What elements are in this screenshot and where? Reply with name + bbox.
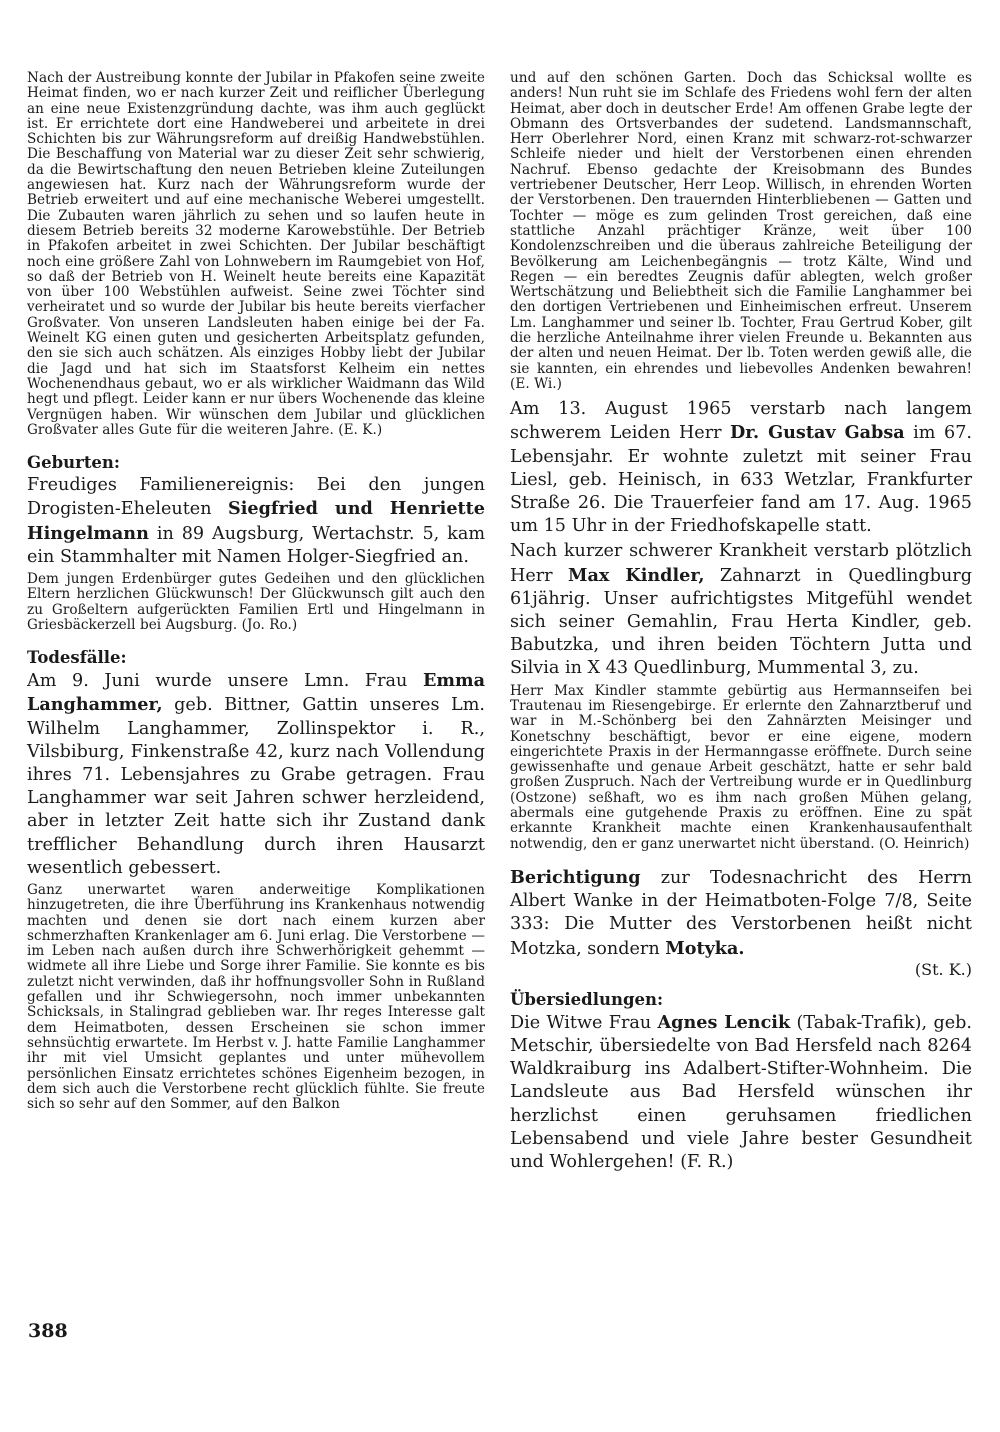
deaths-heading: Todesfälle: [27,648,127,668]
gabsa-announcement: Am 13. August 1965 verstarb nach langem schwerem Leiden Herr Dr. Gustav Gabsa im 67. Lebensjahr. Er wohnte zuletzt mit seiner Frau Liesl, geb. Heinisch, in 633 Wetzlar, Frankfurter Straße 26. Die Trauerfeier fand am 17. Aug. 1965 um 15 Uhr in der Friedhofskapelle statt. [510,399,972,537]
correction-label: Berichtigung [510,866,641,888]
births-names: Siegfried und Henriette Hingelmann [27,498,485,544]
correction-notice: Berichtigung zur Todesnachricht des Herrn Albert Wanke in der Heimatboten-Folge 7/8, Seite 333: Die Mutter des Verstorbenen heißt nicht Motzka, sondern Motyka. [510,866,972,959]
relocations-heading: Übersiedlungen: [510,989,664,1009]
langhammer-obituary-text: Ganz unerwartet waren anderweitige Komplikationen hinzugetreten, die ihre Überführung ins Krankenhaus notwendig machten und denen sie dort nach einem kurzen aber schmerzhaften Krankenlager am 6. Juni erlag. Die Verstorbene — im Leben nach außen durch ihre Schwerhörigkeit gehemmt — widmete all ihre Liebe und Sorge ihrer Familie. Sie konnte es bis zuletzt nicht verwinden, daß ihr hoffnungsvoller Sohn in Rußland gefallen und ihr Schwiegersohn, noch immer unbekannten Schicksals, in Stalingrad geblieben war. Ihr reges Interesse galt dem Heimatboten, dessen Erscheinen sie schon immer sehnsüchtig erwartete. Im Herbst v. J. hatte Familie Langhammer ihr mit viel Umsicht geplantes und unter mühevollem persönlichen Einsatz errichtetes schönes Eigenheim bezogen, in dem sich auch die Verstorbene recht glücklich fühlte. Sie freute sich so sehr auf den Sommer, auf den Balkon [27,881,485,1113]
deceased-name: Emma Langhammer, [27,670,485,716]
births-heading: Geburten: [27,453,121,473]
relocated-name: Agnes Lencik [657,1011,791,1033]
births-announcement: Freudiges Familienereignis: Bei den jungen Drogisten-Eheleuten Siegfried und Henriette Hingelmann in 89 Augsburg, Wertachstr. 5, kam ein Stammhalter mit Namen Holger-Siegfried an. [27,475,485,567]
langhammer-announcement: Am 9. Juni wurde unsere Lmn. Frau Emma Langhammer, geb. Bittner, Gattin unseres Lm. Wilhelm Langhammer, Zollinspektor i. R., Vilsbiburg, Finkenstraße 42, kurz nach Vollendung ihres 71. Lebensjahres zu Grabe getragen. Frau Langhammer war seit Jahren schwer herzleidend, aber in letzter Zeit hatte sich ihr Zustand dank trefflicher Behandlung durch ihren Hausarzt wesentlich gebessert. [27,670,485,878]
page-number: 388 [28,1320,68,1342]
lencik-relocation: Die Witwe Frau Agnes Lencik (Tabak-Trafik), geb. Metschir, übersiedelte von Bad Hersfeld nach 8264 Waldkraiburg ins Adalbert-Stifter-Wohnheim. Die Landsleute aus Bad Hersfeld wünschen ihr herzlichst einen geruhsamen friedlichen Lebensabend und viele Jahre bester Gesundheit und Wohlergehen! (F. R.) [510,1011,972,1172]
kindler-obituary-text: Herr Max Kindler stammte gebürtig aus Hermannseifen bei Trautenau im Riesengebirge. Er erlernte den Zahnarztberuf und war in M.-Schönberg bei den Zahnärzten Meisinger und Konetschny beschäftigt, bevor er eine eigene, modern eingerichtete Praxis in der Hermanngasse eröffnete. Durch seine gewissenhafte und genaue Arbeit geschätzt, hatte er sehr bald großen Zuspruch. Nach der Vertreibung wurde er in Quedlinburg (Ostzone) seßhaft, wo es ihm nach großen Mühen gelang, abermals eine gutgehende Praxis zu eröffnen. Eine zu spät erkannte Krankheit machte einen Krankenhausaufenthalt notwendig, den er ganz unerwartet nicht überstand. (O. Heinrich) [510,682,972,852]
deceased-name: Max Kindler, [568,564,705,586]
langhammer-obituary-continued: und auf den schönen Garten. Doch das Schicksal wollte es anders! Nun ruht sie im Schlafe des Friedens wohl fern der alten Heimat, aber doch in deutscher Erde! Am offenen Grabe legte der Obmann des Ortsverbandes der sudetend. Landsmannschaft, Herr Oberlehrer Nord, einen Kranz mit schwarz-rot-schwarzer Schleife nieder und hielt der Verstorbenen einen ehrenden Nachruf. Ebenso gedachte der Kreisobmann des Bundes vertriebener Deutscher, Herr Leop. Willisch, in ehrenden Worten der Verstorbenen. Den trauernden Hinterbliebenen — Gatten und Tochter — möge es zum gelinden Trost gereichen, daß eine stattliche Anzahl prächtiger Kränze, weit über 100 Kondolenzschreiben und die überaus zahlreiche Beteiligung der Bevölkerung am Leichenbegängnis — trotz Kälte, Wind und Regen — ein beredtes Zeugnis dafür ablegten, welch großer Wertschätzung und Beliebtheit sich die Familie Langhammer bei den dortigen Vertriebenen und Einheimischen erfreut. Unserem Lm. Langhammer und seiner lb. Tochter, Frau Gertrud Kober, gilt die herzliche Anteilnahme ihrer vielen Freunde u. Bekannten aus der alten und neuen Heimat. Der lb. Toten werden gewiß alle, die sie kannten, ein ehrendes und liebevolles Andenken bewahren! (E. Wi.) [510,70,972,392]
left-column [27,71,485,1112]
jubilee-article-text: Nach der Austreibung konnte der Jubilar in Pfakofen seine zweite Heimat finden, wo er nach kurzer Zeit und reiflicher Überlegung an eine neue Existenzgründung dachte, was ihm auch geglückt ist. Er errichtete dort eine Handweberei und arbeitete in drei Schichten bis zur Währungsreform auf dreißig Handwebstühlen. Die Beschaffung von Material war zu dieser Zeit sehr schwierig, da die Bewirtschaftung den neuen Betrieben kleine Zuteilungen angewiesen hat. Kurz nach der Währungsreform wurde der Betrieb erweitert und auf eine mechanische Weberei umgestellt. Die Zubauten waren jährlich zu sehen und so laufen heute in diesem Betrieb bereits 32 moderne Karowebstühle. Der Betrieb in Pfakofen arbeitet in zwei Schichten. Der Jubilar beschäftigt noch eine größere Zahl von Lohnwebern im Raumgebiet von Hof, so daß der Betrieb von H. Weinelt heute bereits eine Kapazität von über 100 Webstühlen aufweist. Seine zwei Töchter sind verheiratet und so wurde der Jubilar bis heute bereits vierfacher Großvater. Von unseren Landsleuten haben einige bei der Fa. Weinelt KG einen guten und gesicherten Arbeitsplatz gefunden, den sie sich auch schätzen. Als einziges Hobby liebt der Jubilar die Jagd und hat sich im Staatsforst Kelheim ein nettes Wochenendhaus gebaut, wo er als wirklicher Waidmann das Wild hegt und pflegt. Leider kann er nur übers Wochenende das kleine Vergnügen haben. Wir wünschen dem Jubilar und glücklichen Großvater alles Gute für die weiteren Jahre. (E. K.) [27,70,485,438]
correction-signature: (St. K.) [914,959,972,979]
kindler-announcement: Nach kurzer schwerer Krankheit verstarb plötzlich Herr Max Kindler, Zahnarzt in Quedlingburg 61jährig. Unser aufrichtigstes Mitgefühl wendet sich seiner Gemahlin, Frau Herta Kindler, geb. Babutzka, und ihren beiden Töchtern Jutta und Silvia in X 43 Quedlinburg, Mummental 3, zu. [510,541,972,679]
right-column [510,71,972,1174]
births-congratulations: Dem jungen Erdenbürger gutes Gedeihen und den glücklichen Eltern herzlichen Glückwunsch! Der Glückwunsch gilt auch den zu Großeltern aufgerückten Familien Ertl und Hingelmann in Griesbäckerzell bei Augsburg. (Jo. Ro.) [27,570,485,633]
deceased-name: Dr. Gustav Gabsa [730,422,905,444]
corrected-name: Motyka. [665,937,745,959]
